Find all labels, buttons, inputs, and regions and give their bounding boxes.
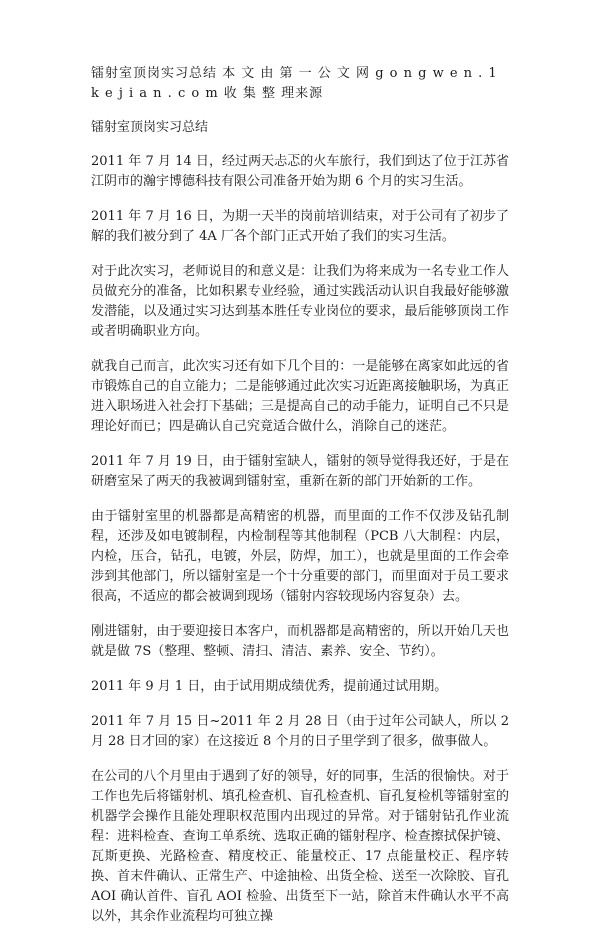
document-page [91, 64, 509, 942]
paragraph: 对于此次实习，老师说目的和意义是：让我们为将来成为一名专业工作人员做充分的准备，比如积累专业经验，通过实践活动认识自我最好能够激发潜能，以及通过实习达到基本胜任专业岗位的要求，最后能够顶岗工作或者明确职业方向。 [91, 264, 509, 339]
paragraph: 由于镭射室里的机器都是高精密的机器，而里面的工作不仅涉及钻孔制程，还涉及如电镀制程，内检制程等其他制程（PCB 八大制程：内层，内检，压合，钻孔，电镀，外层，防焊，加工），也就是里面的工作会牵涉到其他部门，所以镭射室是一个十分重要的部门，而里面对于员工要求很高，不适应的都会被调到现场（镭射内容较现场内容复杂）去。 [91, 509, 509, 604]
paragraph: 2011 年 7 月 16 日，为期一天半的岗前培训结束，对于公司有了初步了解的我们被分到了 4A 厂各个部门正式开始了我们的实习生活。 [91, 209, 509, 244]
document-title: 镭射室顶岗实习总结 [91, 120, 209, 135]
paragraph: 2011 年 7 月 15 日~2011 年 2 月 28 日（由于过年公司缺人，所以 2 月 28 日才回的家）在这接近 8 个月的日子里学到了很多，做事做人。 [91, 714, 509, 749]
paragraph: 2011 年 9 月 1 日，由于试用期成绩优秀，提前通过试用期。 [91, 679, 448, 694]
paragraph: 2011 年 7 月 19 日，由于镭射室缺人，镭射的领导觉得我还好，于是在研磨室呆了两天的我被调到镭射室，重新在新的部门开始新的工作。 [91, 454, 509, 489]
paragraph: 在公司的八个月里由于遇到了好的领导，好的同事，生活的很愉快。对于工作也先后将镭射机、填孔检查机、盲孔检查机、盲孔复检机等镭射室的机器学会操作且能处理职权范围内出现过的异常。对于镭射钻孔作业流程：进料检查、查询工单系统、选取正确的镭射程序、检查擦拭保护镜、瓦斯更换、光路检查、精度校正、能量校正、17 点能量校正、程序转换、首末件确认、正常生产、中途抽检、出货全检、送至一次除胶、盲孔 AOI 确认首件、盲孔 AOI 检验、出货至下一站，除首末件确认水平不高以外，其余作业流程均可独立操 [91, 769, 509, 924]
paragraph: 刚进镭射，由于要迎接日本客户，而机器都是高精密的，所以开始几天也就是做 7S（整理、整顿、清扫、清洁、素养、安全、节约）。 [91, 624, 509, 659]
document-header: 镭射室顶岗实习总结 本 文 由 第 一 公 文 网 g o n g w e n . 1 k e j i a n . c o m 收 集 整 理来源 [91, 66, 498, 101]
paragraph: 2011 年 7 月 14 日，经过两天忐忑的火车旅行，我们到达了位于江苏省江阴市的瀚宇博德科技有限公司准备开始为期 6 个月的实习生活。 [91, 154, 509, 189]
paragraph: 就我自己而言，此次实习还有如下几个目的：一是能够在离家如此远的省市锻炼自己的自立能力；二是能够通过此次实习近距离接触职场，为真正进入职场进入社会打下基础；三是提高自己的动手能力，证明自己不只是理论好而已；四是确认自己究竟适合做什么，消除自己的迷茫。 [91, 359, 509, 434]
